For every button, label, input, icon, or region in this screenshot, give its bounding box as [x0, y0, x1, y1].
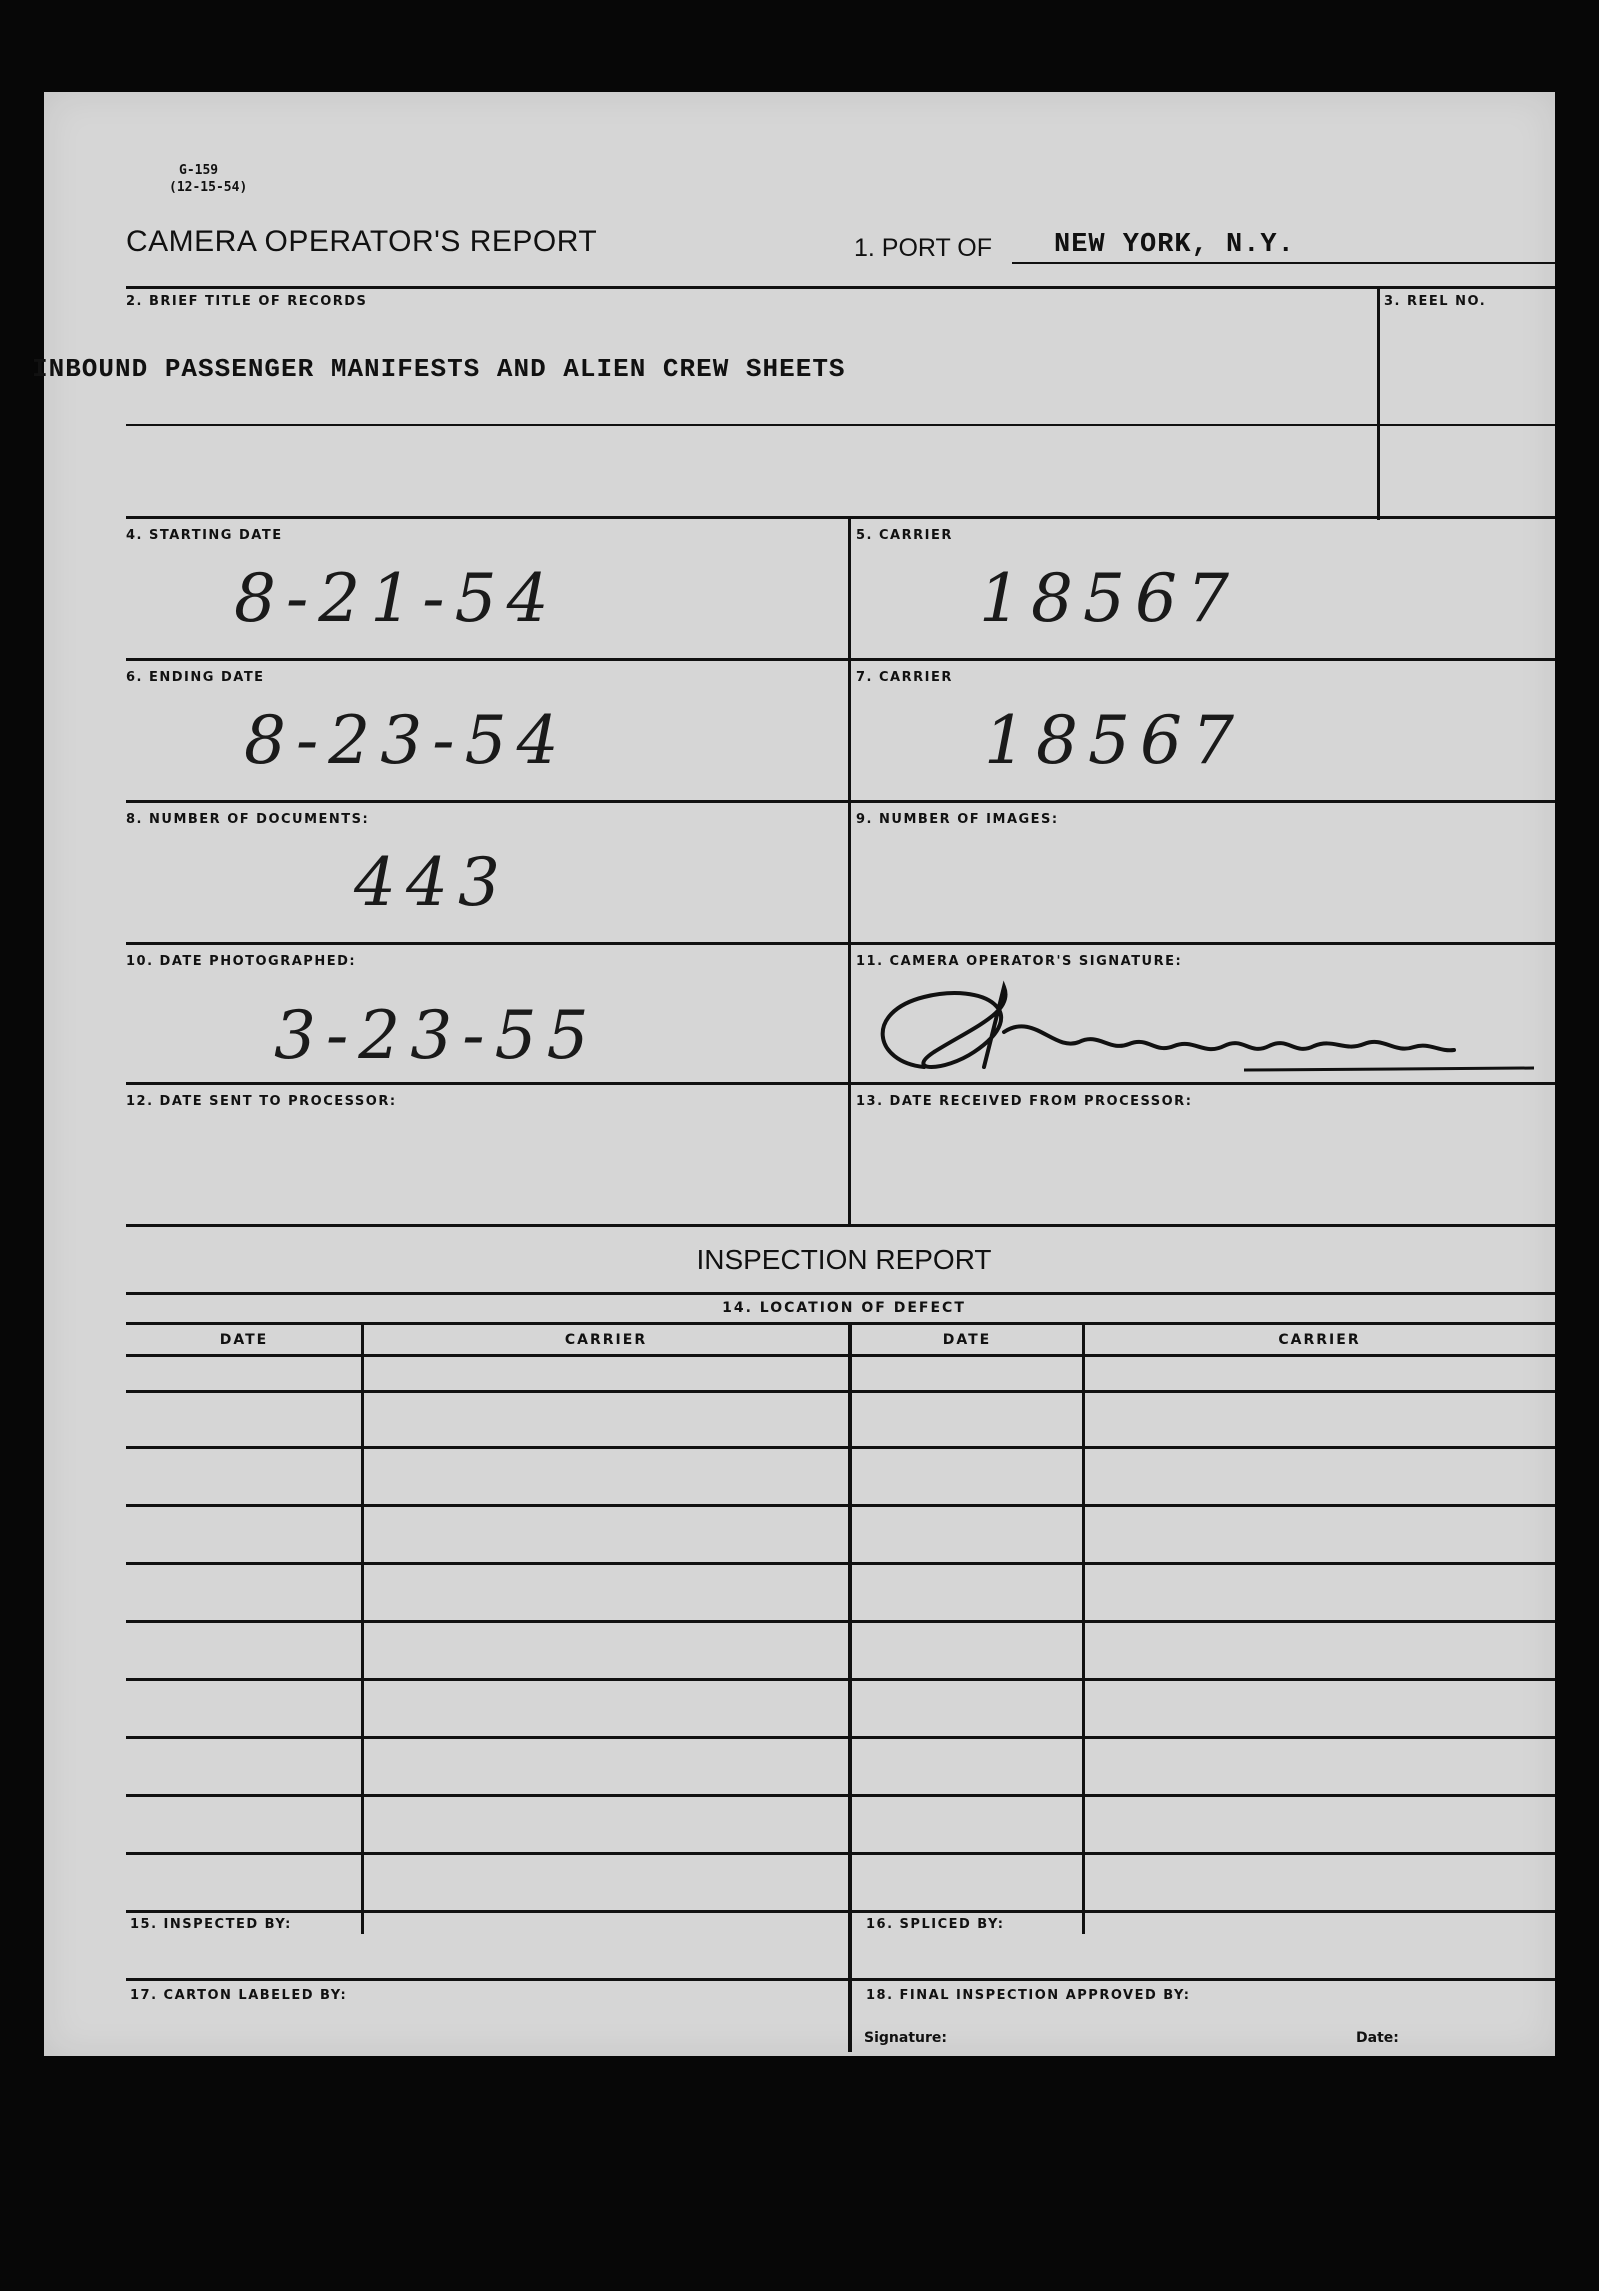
table-row: [126, 1390, 1555, 1393]
table-row: [126, 1562, 1555, 1565]
table-row: [126, 1736, 1555, 1739]
spliced-by-label: 16. SPLICED BY:: [866, 1917, 1005, 1932]
date-photographed-label: 10. DATE PHOTOGRAPHED:: [126, 954, 357, 969]
table-divider-1: [361, 1322, 364, 1934]
date-received-label: 13. DATE RECEIVED FROM PROCESSOR:: [856, 1094, 1193, 1109]
final-signature-label: Signature:: [864, 2030, 947, 2046]
final-date-label: Date:: [1356, 2030, 1399, 2046]
table-divider-3: [1082, 1322, 1085, 1934]
carrier-start-label: 5. CARRIER: [856, 528, 953, 543]
form-page: [32, 92, 1555, 2056]
brief-title-value: INBOUND PASSENGER MANIFESTS AND ALIEN CREW SHEETS: [32, 354, 846, 384]
ending-date-value: 8-23-54: [244, 702, 569, 779]
operator-signature: [864, 972, 1544, 1092]
location-defect-label: 14. LOCATION OF DEFECT: [722, 1300, 966, 1316]
rule-bottom: [126, 1978, 1555, 1981]
date-photographed-value: 3-23-55: [274, 997, 599, 1074]
rule-10: [126, 1322, 1555, 1325]
signature-label: 11. CAMERA OPERATOR'S SIGNATURE:: [856, 954, 1183, 969]
starting-date-value: 8-21-54: [234, 560, 559, 637]
col-carrier-right: CARRIER: [1278, 1332, 1361, 1348]
port-label: 1. PORT OF: [854, 234, 993, 262]
carrier-end-value: 18567: [984, 702, 1244, 779]
rule-6: [126, 942, 1555, 945]
table-row: [126, 1852, 1555, 1855]
rule-4: [126, 658, 1555, 661]
col-date-right: DATE: [942, 1332, 992, 1348]
inspection-title: INSPECTION REPORT: [696, 1244, 992, 1275]
center-divider-upper: [848, 516, 851, 1226]
table-row: [126, 1446, 1555, 1449]
col-date-left: DATE: [219, 1332, 269, 1348]
table-row: [126, 1504, 1555, 1507]
table-row: [126, 1910, 1555, 1913]
rule-3: [126, 516, 1555, 519]
reel-divider: [1377, 286, 1380, 520]
form-code-number: G-159: [179, 163, 219, 178]
ending-date-label: 6. ENDING DATE: [126, 670, 265, 685]
final-inspection-label: 18. FINAL INSPECTION APPROVED BY:: [866, 1988, 1191, 2003]
col-carrier-left: CARRIER: [564, 1332, 648, 1348]
page-title: CAMERA OPERATOR'S REPORT: [126, 225, 598, 258]
images-label: 9. NUMBER OF IMAGES:: [856, 812, 1059, 827]
table-row: [126, 1620, 1555, 1623]
table-row: [126, 1678, 1555, 1681]
documents-label: 8. NUMBER OF DOCUMENTS:: [126, 812, 370, 827]
carrier-start-value: 18567: [979, 560, 1239, 637]
rule-top: [126, 286, 1555, 289]
inspected-by-label: 15. INSPECTED BY:: [130, 1917, 292, 1932]
documents-value: 443: [354, 844, 510, 921]
rule-2: [126, 424, 1555, 426]
port-underline: [1012, 262, 1555, 264]
date-sent-label: 12. DATE SENT TO PROCESSOR:: [126, 1094, 397, 1109]
form-revision: (12-15-54): [169, 180, 248, 195]
carrier-end-label: 7. CARRIER: [856, 670, 953, 685]
starting-date-label: 4. STARTING DATE: [126, 528, 283, 543]
rule-9: [126, 1292, 1555, 1295]
carton-labeled-label: 17. CARTON LABELED BY:: [130, 1988, 348, 2003]
rule-8: [126, 1224, 1555, 1227]
table-row: [126, 1794, 1555, 1797]
rule-7: [126, 1082, 1555, 1085]
table-row: [126, 1354, 1555, 1357]
table-divider-center: [848, 1322, 852, 2052]
form-code: [169, 162, 247, 196]
brief-title-label: 2. BRIEF TITLE OF RECORDS: [126, 294, 368, 309]
rule-5: [126, 800, 1555, 803]
port-value: NEW YORK, N.Y.: [1054, 230, 1295, 260]
reel-label: 3. REEL NO.: [1384, 294, 1487, 309]
